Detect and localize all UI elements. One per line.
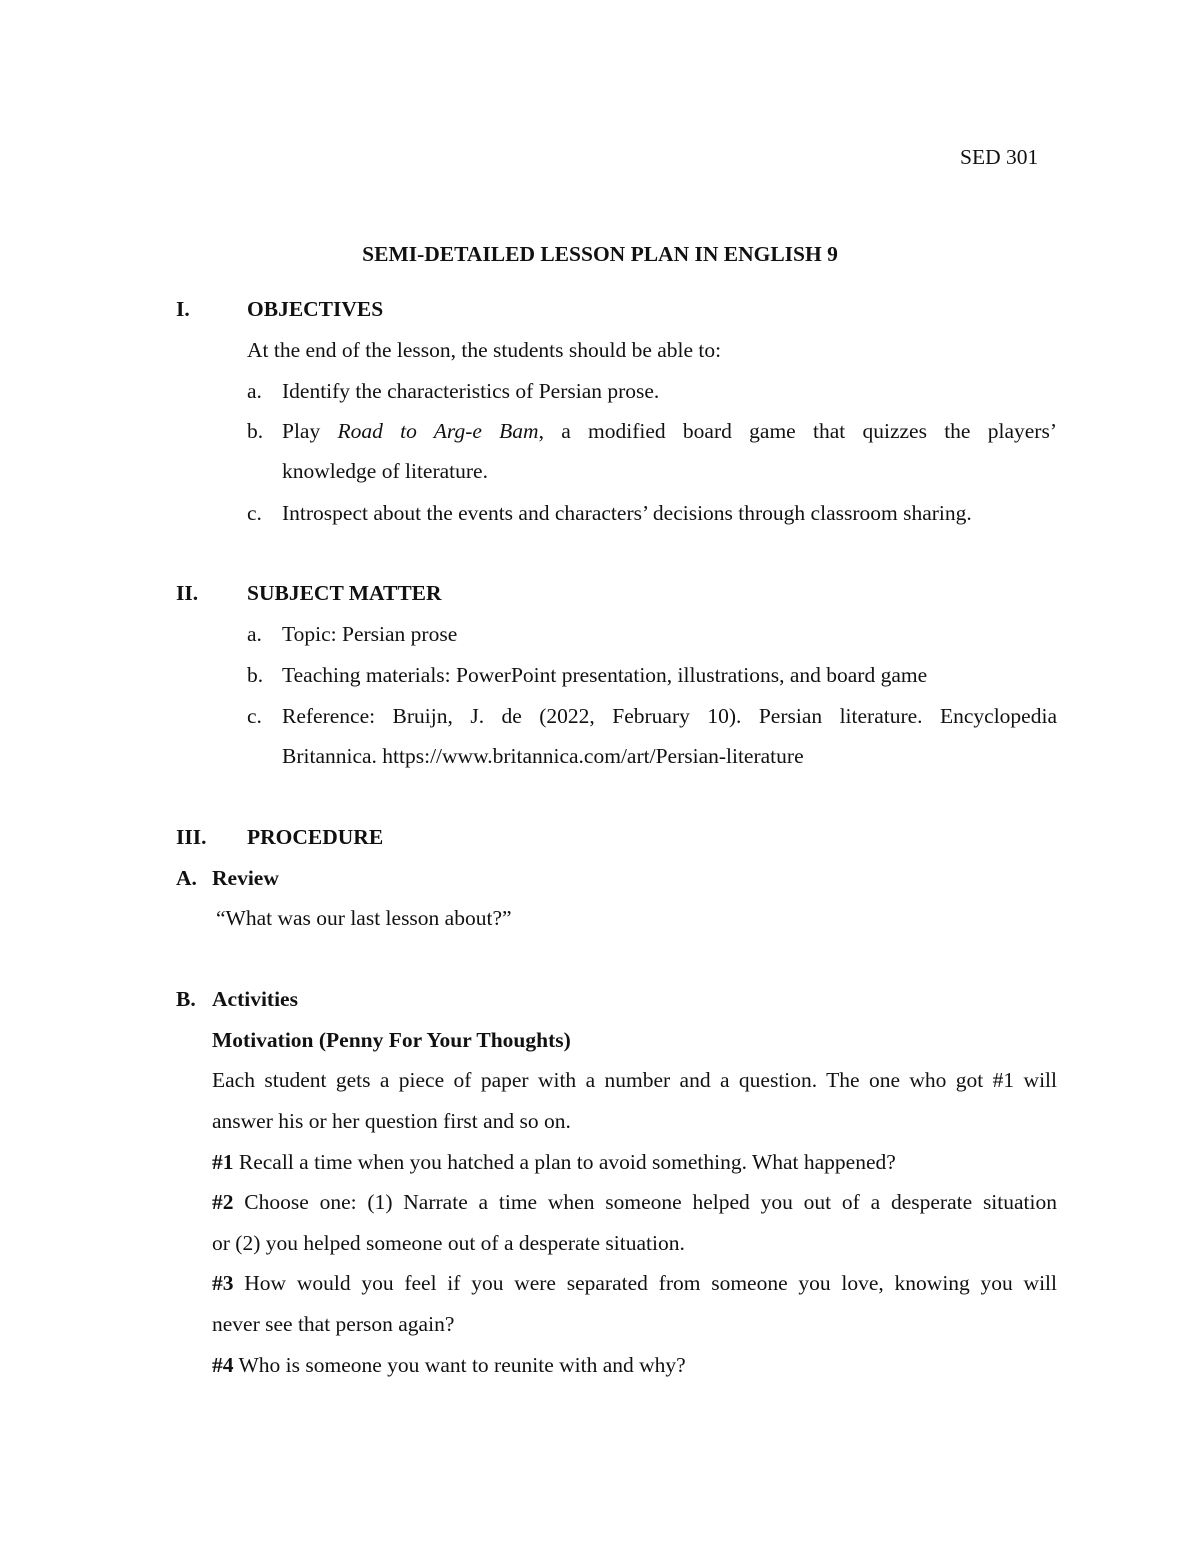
motivation-title: Motivation (Penny For Your Thoughts)	[212, 1028, 571, 1052]
page-title: SEMI-DETAILED LESSON PLAN IN ENGLISH 9	[362, 242, 838, 266]
objective-item-a: Identify the characteristics of Persian prose.	[282, 379, 660, 403]
question-number: #2	[212, 1190, 234, 1214]
objective-item-b	[282, 421, 1057, 443]
list-marker: b.	[247, 663, 264, 687]
question-number: #4	[212, 1353, 234, 1377]
course-code: SED 301	[960, 145, 1039, 169]
section-numeral-objectives: I.	[176, 297, 190, 321]
subject-topic: Topic: Persian prose	[282, 622, 458, 646]
question-number: #1	[212, 1150, 234, 1174]
review-question: “What was our last lesson about?”	[216, 906, 512, 930]
question-text: Who is someone you want to reunite with and why?	[233, 1353, 686, 1377]
subject-reference-continued: Britannica. https://www.britannica.com/art/Persian-literature	[282, 744, 804, 768]
motivation-description-continued: answer his or her question first and so on.	[212, 1109, 571, 1133]
objective-item-b-continued: knowledge of literature.	[282, 459, 488, 483]
section-heading-procedure: PROCEDURE	[247, 825, 384, 849]
list-marker: c.	[247, 501, 262, 525]
game-title: Road to Arg-e Bam	[337, 419, 539, 443]
question-text: Recall a time when you hatched a plan to avoid something. What happened?	[233, 1150, 896, 1174]
section-heading-objectives: OBJECTIVES	[247, 297, 384, 321]
subject-reference: Reference: Bruijn, J. de (2022, February 10). Persian literature. Encyclopedia	[282, 704, 1057, 728]
subject-materials: Teaching materials: PowerPoint presentation, illustrations, and board game	[282, 663, 928, 687]
question-3-continued: never see that person again?	[212, 1312, 455, 1336]
section-heading-subject-matter: SUBJECT MATTER	[247, 581, 442, 605]
question-text: How would you feel if you were separated from someone you love, knowing you will	[233, 1271, 1057, 1295]
list-marker: a.	[247, 379, 262, 403]
question-2-continued: or (2) you helped someone out of a desperate situation.	[212, 1231, 685, 1255]
subsection-heading-activities: Activities	[212, 987, 298, 1011]
question-number: #3	[212, 1271, 234, 1295]
section-numeral-procedure: III.	[176, 825, 207, 849]
objective-item-c: Introspect about the events and characters’ decisions through classroom sharing.	[282, 501, 972, 525]
list-marker: c.	[247, 704, 262, 728]
subsection-marker-activities: B.	[176, 987, 196, 1011]
objective-item-b-pre: Play	[282, 419, 321, 443]
objectives-intro: At the end of the lesson, the students should be able to:	[247, 338, 722, 362]
question-4	[212, 1355, 686, 1377]
objective-item-b-post: , a modified board game that quizzes the players’	[538, 419, 1057, 443]
question-text: Choose one: (1) Narrate a time when someone helped you out of a desperate situation	[233, 1190, 1057, 1214]
subsection-heading-review: Review	[212, 866, 279, 890]
motivation-description: Each student gets a piece of paper with a number and a question. The one who got #1 will	[212, 1068, 1057, 1092]
list-marker: b.	[247, 419, 264, 443]
question-1	[212, 1152, 896, 1174]
list-marker: a.	[247, 622, 262, 646]
question-2	[212, 1192, 1057, 1214]
section-numeral-subject-matter: II.	[176, 581, 199, 605]
subsection-marker-review: A.	[176, 866, 197, 890]
question-3	[212, 1273, 1057, 1295]
